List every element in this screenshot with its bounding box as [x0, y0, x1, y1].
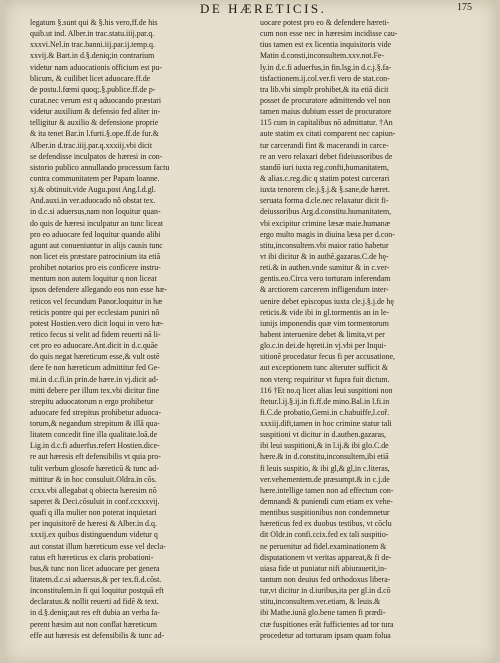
- text-line: mittitur & in hoc consuluit.Oldra.in cōs.: [30, 474, 157, 484]
- text-line: reticis pontre qui per ecclesiam puniri nô: [30, 307, 160, 317]
- text-line: tulit verbum glosofe hæreticū & tunc ad-: [30, 463, 159, 473]
- text-line: retico fecus si velit ad fidem reuerti nā li-: [30, 329, 161, 339]
- text-line: Alber.in d.trac.iiij.par.q.xxxiij.vbi dicit: [30, 140, 153, 150]
- page-number: 175: [457, 2, 472, 13]
- text-line: reti.& in authen.vnde sumitur & in c.ver-: [260, 263, 390, 273]
- text-line: hære.& in d.constitu,inconsultem,ibi etiā: [260, 452, 389, 462]
- text-line: saperet & Deci.cōsuluit in conf.ccxxxvij.: [30, 497, 160, 507]
- text-line: agunt aut conueniuntur in alijs causis tunc: [30, 240, 163, 250]
- text-line: Matin d.consti,inconsultem.xxv.not.Fe-: [260, 51, 384, 61]
- text-line: uocare potest pro eo & defendere hæreti-: [260, 18, 390, 27]
- text-line: tisfactionem.ij.col.ver.fi vero de stat.con-: [260, 73, 390, 83]
- text-line: de postu.l.fœmi quoq;.§.publice.ff.de p-: [30, 84, 156, 94]
- text-line: stitu,inconsultem.ver.etiam, & leuis.&: [260, 597, 381, 607]
- text-line: vbi excipitur crimine læsæ maie.humanæ: [260, 218, 390, 228]
- text-line: reticos vel fecundum Panor.loquitur in hæ: [30, 296, 163, 306]
- text-line: fi leuis suspitio, & ibi gl,& gl,in c.literas,: [260, 463, 390, 473]
- right-text-column: [260, 17, 466, 641]
- text-line: bus,& tunc non licet aduocare per genera: [30, 563, 160, 573]
- text-line: tamen maius dubium esset de procuratore: [260, 107, 392, 117]
- text-line: mentum non autem loquitur q non liceat: [30, 274, 157, 284]
- text-line: do quis de hæresi inculpatur an tunc liceat: [30, 218, 164, 228]
- text-line: xxvij.& Bart.in d.§.deniq;in contrarium: [30, 51, 155, 61]
- text-line: seruata forma d.cle.nec relaxatur dicit fi-: [260, 196, 389, 206]
- text-line: dit Oldr.in confi.ccix.fed ex tali suspitio-: [260, 530, 389, 540]
- text-line: potest Hostien.vero dicit loqui in vero hæ-: [30, 318, 164, 328]
- text-line: vt ibi dicitur & in authē.gazaras.C.de hę-: [260, 251, 389, 261]
- text-line: videtur auxilium & defensio fed aliter in-: [30, 107, 161, 117]
- text-line: fi.C.de probatio,Gemi.in c.habuiffe,l.coř.: [260, 407, 390, 417]
- text-line: mentibus suspitionibus non condemnetur: [260, 508, 390, 518]
- text-line: glo.c.in dei.de hęreti.in vj.vbi per Inqui-: [260, 341, 387, 351]
- text-line: ipsos defendere allegando eos non esse hæ-: [30, 285, 168, 295]
- text-line: habent interuenire debet & limita,vt per: [260, 329, 385, 339]
- text-line: disputationem vt veritas appareat,& fi de-: [260, 552, 392, 562]
- text-line: contra communitatem per Papam loanne.: [30, 173, 160, 183]
- text-line: ctæ fuspitiones erāt fufficientes ad tor tura: [260, 619, 394, 629]
- text-line: ftetur.l.ij.§.ij.in fi.ff.de mino.Bal.in l.fi.in: [260, 396, 390, 406]
- text-line: blicum, & cuilibet licet aduocare.ff.de: [30, 73, 151, 83]
- text-line: xxxiij.dift,tamen in hoc crimine statur tali: [260, 419, 392, 429]
- text-line: do quis negat hæreticum esse,& vult ostē: [30, 352, 160, 362]
- text-line: prohibet notarios pro eis conficere instru-: [30, 263, 161, 273]
- text-line: telligitur & auxilio & defensione proprie: [30, 118, 159, 128]
- text-line: ibi Mathe.iunā glo.bene tamen fi prædi-: [260, 608, 386, 618]
- text-line: Lig.in d.c.fi aduerfus.refert Hostien.dice-: [30, 441, 160, 451]
- text-line: sistorio publico annullando processum factu: [30, 162, 170, 172]
- text-line: hæreticus fed ex duobus testibus, vt cōclu: [260, 519, 392, 529]
- text-line: mitti debere per illum tex.vbi dicitur fine: [30, 385, 160, 395]
- text-line: xxxij.ex quibus distinguendum videtur q: [30, 530, 158, 540]
- text-line: iunijs imponendis quæ vim tormentorum: [260, 318, 389, 328]
- text-line: aut constat illum hæreticum esse vel decla-: [30, 541, 166, 551]
- text-line: xj.& obtinuit.vide Augu.post Ang.l.d.gl.: [30, 185, 156, 195]
- text-line: in d.c.si aduersus,nam non loquitur quan-: [30, 207, 161, 217]
- text-line: aduocare fed strepitus prohibetur aduoca-: [30, 407, 162, 417]
- text-line: ne peruenitur ad fidel.examinationem &: [260, 541, 387, 551]
- text-line: perent hæsim aut non conflat hæreticum: [30, 619, 157, 629]
- text-line: litatem concedit fine illa qualitate.loā.de: [30, 430, 158, 440]
- text-line: uenire debet episcopus iuxta cle.j.§.j.de hę: [260, 296, 394, 306]
- text-line: And.auxi.in ver.aduocado nô obstat tex.: [30, 196, 156, 206]
- text-line: pro eo aduocare fed loquitur quando alibi: [30, 229, 161, 239]
- running-head: DE HÆRETICIS.: [200, 1, 327, 16]
- text-line: tius tamen est ex licentia inquisitoris vide: [260, 40, 392, 50]
- text-line: gentis.eo.Circa vero torturam inferendam: [260, 274, 391, 284]
- text-line: non vterq; requiritur vt fupra fuit dictum.: [260, 374, 390, 384]
- text-line: tur carcerandi fint & macerandi in carce-: [260, 140, 389, 150]
- text-line: dere fe non hæreticum admittitur fed Ge-: [30, 363, 160, 373]
- text-line: hære.intellige tamen non ad effectum con-: [260, 485, 394, 495]
- text-line: ibi leui suspitioni,& in l.ij.& ibi glo.C.de: [260, 441, 389, 451]
- text-line: se defendisse inculpatos de hæresi in con-: [30, 151, 163, 161]
- text-line: torum,& negandum strepitum & illā qua-: [30, 419, 160, 429]
- text-line: inconstitulem.in fi qui loquitur postquā eft: [30, 586, 164, 596]
- text-line: ly.in d.c.fi aduerfus,in fin.lsg.in d.c.j.§.fa-: [260, 62, 392, 72]
- text-line: reticis.& vide ibi in gl.tormentis an in le-: [260, 307, 390, 317]
- text-line: strepitu aduocatorum n ergo prohibetur: [30, 396, 154, 406]
- text-line: re aut hæresis eft defensibilis vt quia pro-: [30, 452, 161, 462]
- text-line: & ita tenet Bar.in l.furti.§.ope.ff.de fur.&: [30, 129, 159, 139]
- text-line: demnandi & puniendi cum etiam ex vehe-: [260, 497, 393, 507]
- text-line: videtur nam aduocationis officium est pu-: [30, 62, 162, 72]
- text-line: ccxx.vbi allegabat q obiecta hæresim nō: [30, 485, 157, 495]
- text-line: uiasa fide ut puniatur nifi abiurauerit,in-: [260, 563, 387, 573]
- text-line: effe aut hæresis est defensibilis & tunc ad-: [30, 630, 165, 640]
- text-line: & arctiorem carcerem infligendum inter-: [260, 285, 389, 295]
- text-line: tantum non deuius fed orthodoxus libera-: [260, 575, 391, 585]
- text-line: ergo multo magis in diuina læsa per d.con-: [260, 229, 395, 239]
- text-line: aute statim ex citati comparent nec capiun-: [260, 129, 396, 139]
- text-line: procedetur ad torturam ipsam quam folua: [260, 630, 391, 640]
- text-line: legatum §.sunt qui & §.his vero,ff.de his: [30, 18, 158, 27]
- text-line: deiussoribus Arg.d.constitu.humanitatem,: [260, 207, 392, 217]
- text-line: stitu,inconsultem.vbi maior ratio habetur: [260, 240, 389, 250]
- text-line: ver.vehementem.de præsumpt.& in c.j.de: [260, 474, 390, 484]
- text-line: re an vero relaxari debet fideiussoribus de: [260, 151, 393, 161]
- text-line: mi.in d.c.fi.in prin.de hære.in vj.dicit ad-: [30, 374, 159, 384]
- text-line: posset de procuratore admittendo vel non: [260, 95, 391, 105]
- text-line: per inquisitorē de hæresi & Alber.in d.q.: [30, 519, 157, 529]
- text-line: 115 cum in capitalibus nō admittatur. †An: [260, 118, 393, 128]
- text-line: xxxvi.Nel.in trac.banni.iij.par.ij.temp.q.: [30, 40, 155, 50]
- text-line: non licet eis præstare patrocinium ita etiā: [30, 251, 161, 261]
- text-line: tra lib.vbi simplr prohibet,& ita etiā dicit: [260, 84, 389, 94]
- text-line: ratus eft hæreticus ex claris probationi-: [30, 552, 154, 562]
- text-line: quafi q illa mulier non poterat inquietari: [30, 508, 157, 518]
- text-line: aut exceptionem tunc alteruter sufficit &: [260, 363, 389, 373]
- text-line: in d.§.deniq;aut res eft dubia an verba fa-: [30, 608, 160, 618]
- text-line: standō iuri iuxta reg.confti,humanitatem,: [260, 162, 389, 172]
- text-line: curat.nec verum est q aduocando præstari: [30, 95, 162, 105]
- text-line: iuxta tenorem cle.j.§.j.& §.sane,de hæret.: [260, 185, 390, 195]
- book-page: [4, 0, 496, 663]
- page-header: [4, 0, 496, 18]
- text-line: suspitioni vt dicitur in d.authen.gazaras,: [260, 430, 387, 440]
- text-line: declaratus.& nollit reuerti ad fidē & text.: [30, 597, 159, 607]
- text-line: cum non esse nec in hæresim incidisse cau-: [260, 29, 398, 39]
- text-line: cet pro eo aduocare.Ant.dicit in d.c.quāe: [30, 341, 158, 351]
- left-text-column: [30, 17, 236, 641]
- text-line: litatem.d.c.si aduersus,& per tex.fi.d.cōst.: [30, 575, 162, 585]
- text-line: tur,vt dicitur in d.iuribus,ita per gl.in d.cō: [260, 586, 391, 596]
- text-line: & alias.c.reg.dic q statim potest carcerari: [260, 173, 390, 183]
- text-line: sitionē procedatur fecus fi per accusatione,: [260, 352, 395, 362]
- text-line: 116 †Et no.q licet alias leui suspitioni non: [260, 385, 393, 395]
- text-line: quib.ut ind. Alber.in trac.statu.iiij.par.q.: [30, 29, 155, 39]
